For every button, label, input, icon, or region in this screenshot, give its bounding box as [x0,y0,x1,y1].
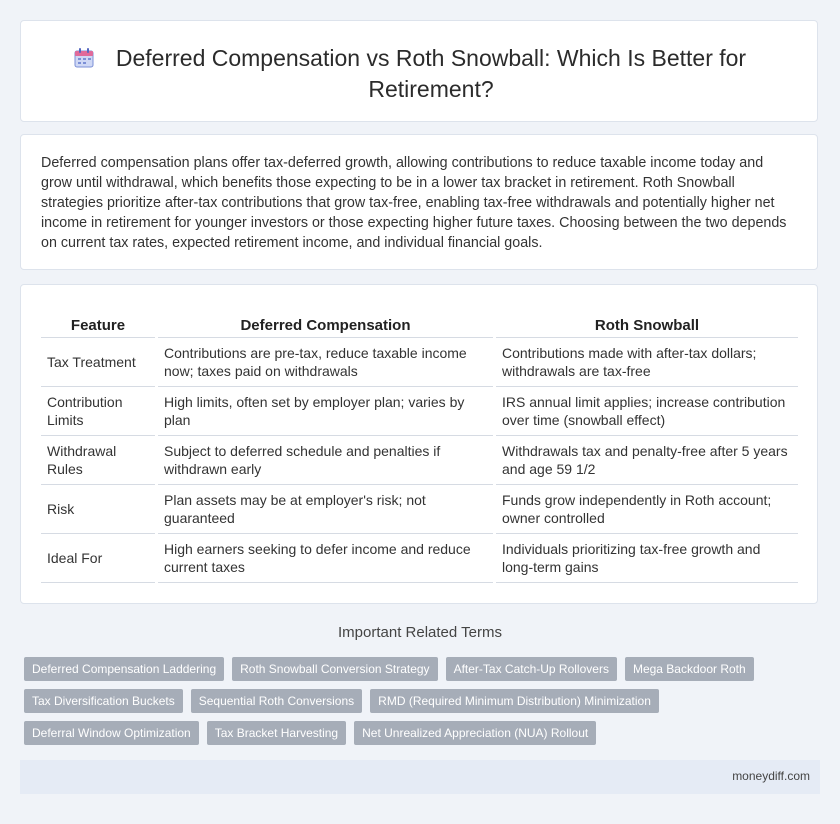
deferred-cell: Subject to deferred schedule and penalties if withdrawn early [157,436,495,485]
deferred-cell: Contributions are pre-tax, reduce taxable income now; taxes paid on withdrawals [157,338,495,387]
table-header-row [41,313,798,338]
deferred-cell: High earners seeking to defer income and reduce current taxes [157,534,495,583]
intro-card [20,134,818,270]
related-terms-list [24,657,824,753]
feature-cell: Tax Treatment [41,338,157,387]
table-row [41,534,798,583]
deferred-cell: Plan assets may be at employer's risk; not guaranteed [157,485,495,534]
roth-cell: Contributions made with after-tax dollars; withdrawals are tax-free [495,338,799,387]
feature-cell: Ideal For [41,534,157,583]
roth-cell: IRS annual limit applies; increase contribution over time (snowball effect) [495,387,799,436]
tag-row [24,721,824,745]
footer [20,760,820,794]
comparison-card [20,284,818,604]
roth-cell: Funds grow independently in Roth account; owner controlled [495,485,799,534]
title-card [20,20,818,122]
related-term-tag[interactable]: Roth Snowball Conversion Strategy [232,657,437,681]
table-row [41,485,798,534]
related-term-tag[interactable]: Net Unrealized Appreciation (NUA) Rollout [354,721,596,745]
column-header-feature: Feature [41,313,157,338]
footer-site[interactable]: moneydiff.com [732,769,810,783]
related-term-tag[interactable]: Tax Diversification Buckets [24,689,183,713]
comparison-table [41,313,798,583]
related-term-tag[interactable]: After-Tax Catch-Up Rollovers [446,657,617,681]
feature-cell: Withdrawal Rules [41,436,157,485]
feature-cell: Contribution Limits [41,387,157,436]
related-term-tag[interactable]: Sequential Roth Conversions [191,689,362,713]
column-header-deferred-compensation: Deferred Compensation [157,313,495,338]
column-header-roth-snowball: Roth Snowball [495,313,799,338]
tag-row [24,689,824,713]
tag-row [24,657,824,681]
related-term-tag[interactable]: Deferral Window Optimization [24,721,199,745]
intro-paragraph: Deferred compensation plans offer tax-deferred growth, allowing contributions to reduce taxable income today and grow until withdrawal, which benefits those expecting to be in a lower tax bracket in retirement. Roth Snowball strategies prioritize after-tax contributions that grow tax-free, enabling tax-free withdrawals and potentially higher net income in retirement for younger investors or those expecting higher future taxes. Choosing between the two depends on current tax rates, expected retirement income, and individual financial goals. [41,155,787,251]
table-row [41,338,798,387]
related-term-tag[interactable]: Deferred Compensation Laddering [24,657,224,681]
roth-cell: Individuals prioritizing tax-free growth and long-term gains [495,534,799,583]
related-term-tag[interactable]: Tax Bracket Harvesting [207,721,346,745]
related-terms-title: Important Related Terms [338,624,502,641]
table-row [41,436,798,485]
feature-cell: Risk [41,485,157,534]
related-term-tag[interactable]: RMD (Required Minimum Distribution) Minimization [370,689,659,713]
deferred-cell: High limits, often set by employer plan; varies by plan [157,387,495,436]
table-row [41,387,798,436]
page-title: Deferred Compensation vs Roth Snowball: Which Is Better for Retirement? [115,45,747,102]
related-term-tag[interactable]: Mega Backdoor Roth [625,657,754,681]
roth-cell: Withdrawals tax and penalty-free after 5 years and age 59 1/2 [495,436,799,485]
